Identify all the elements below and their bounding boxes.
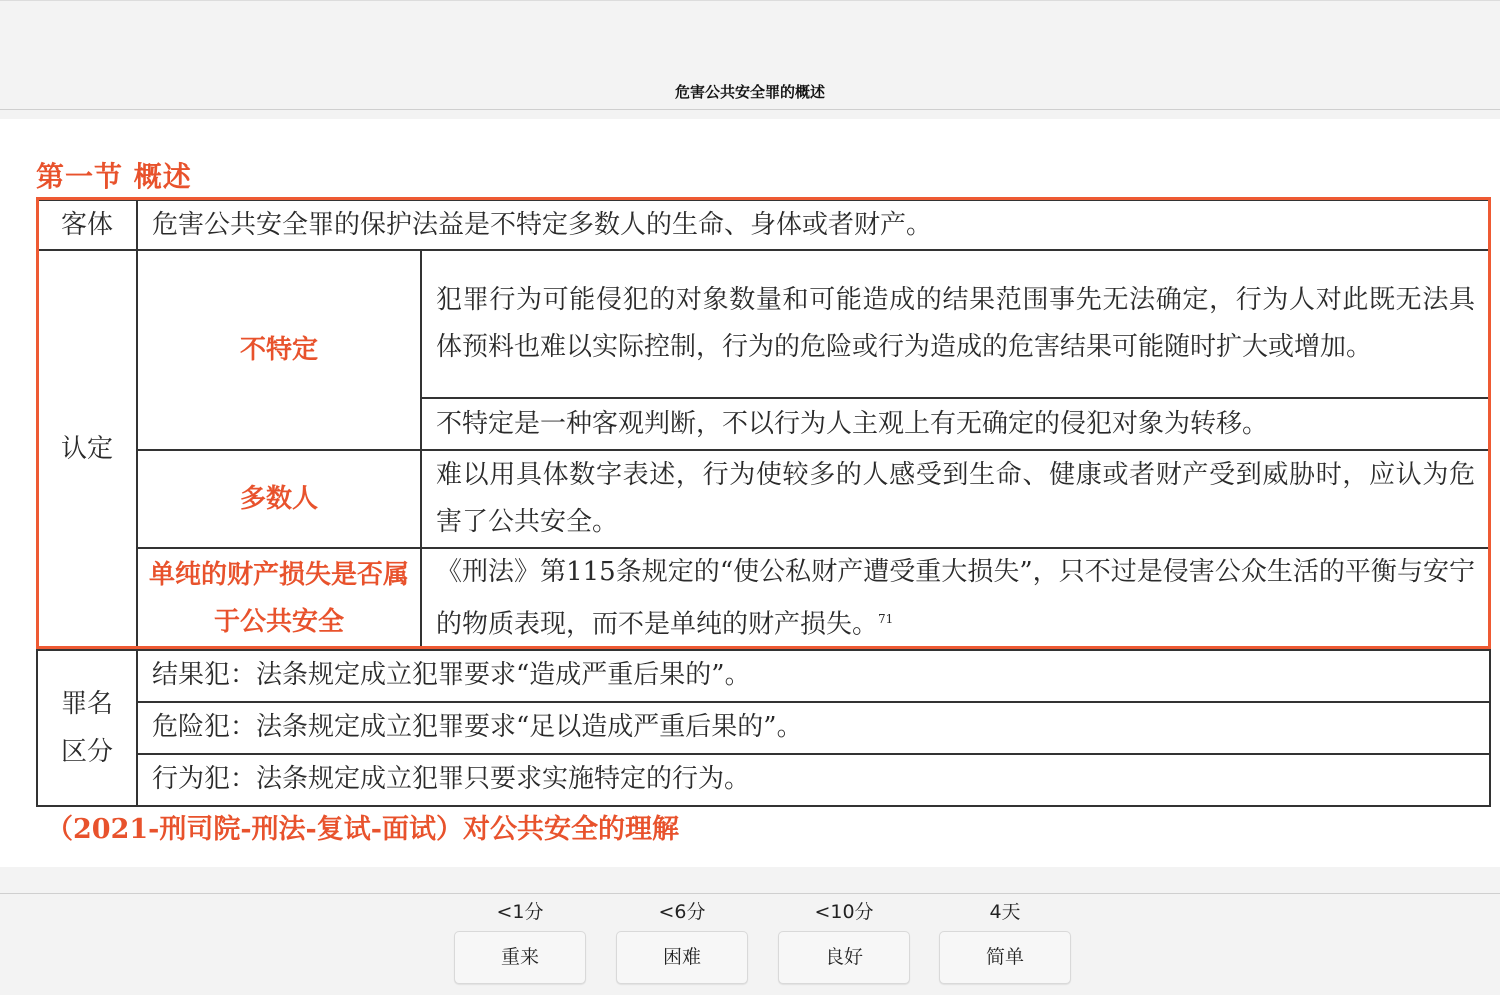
rending-label: 认定 [37, 250, 137, 650]
zuiming-row-danger: 危险犯：法条规定成立犯罪要求“足以造成严重后果的”。 [137, 702, 1490, 754]
exam-question-note: （2021-刑司院-刑法-复试-面试）对公共安全的理解 [46, 814, 679, 845]
card-content [0, 119, 1500, 867]
card-deck-title: 危害公共安全罪的概述 [674, 83, 825, 101]
duoshuren-text: 难以用具体数字表述，行为使较多的人感受到生命、健康或者财产受到威胁时，应认为危害了公共安全。 [421, 450, 1490, 548]
good-interval: <10分 [814, 901, 874, 923]
top-toolbar [0, 0, 1500, 110]
good-button[interactable]: 良好 [778, 931, 910, 984]
answer-easy [939, 894, 1071, 984]
keti-label: 客体 [37, 200, 137, 250]
zuiming-row-result: 结果犯：法条规定成立犯罪要求“造成严重后果的”。 [137, 650, 1490, 702]
answer-bar [0, 893, 1500, 995]
summary-table [36, 199, 1491, 807]
again-interval: <1分 [496, 901, 544, 923]
buteding-label: 不特定 [137, 250, 421, 450]
easy-interval: 4天 [989, 901, 1021, 923]
property-label: 单纯的财产损失是否属于公共安全 [137, 548, 421, 650]
hard-button[interactable]: 困难 [616, 931, 748, 984]
buteding-text-1: 犯罪行为可能侵犯的对象数量和可能造成的结果范围事先无法确定，行为人对此既无法具体预料也难以实际控制，行为的危险或行为造成的危害结果可能随时扩大或增加。 [421, 250, 1490, 398]
duoshuren-label: 多数人 [137, 450, 421, 548]
buteding-text-2: 不特定是一种客观判断，不以行为人主观上有无确定的侵犯对象为转移。 [421, 398, 1490, 450]
hard-interval: <6分 [658, 901, 706, 923]
again-button[interactable]: 重来 [454, 931, 586, 984]
zuiming-label: 罪名区分 [37, 650, 137, 806]
easy-button[interactable]: 简单 [939, 931, 1071, 984]
answer-again [454, 894, 586, 984]
property-text: 《刑法》第115条规定的“使公私财产遭受重大损失”，只不过是侵害公众生活的平衡与安宁的物质表现，而不是单纯的财产损失。 [436, 557, 1475, 640]
property-cell [421, 548, 1490, 650]
zuiming-row-conduct: 行为犯：法条规定成立犯罪只要求实施特定的行为。 [137, 754, 1490, 806]
footnote-marker: 71 [878, 612, 894, 626]
answer-good [778, 894, 910, 984]
answer-hard [616, 894, 748, 984]
section-title: 第一节 概述 [36, 160, 192, 193]
keti-text: 危害公共安全罪的保护法益是不特定多数人的生命、身体或者财产。 [137, 200, 1490, 250]
